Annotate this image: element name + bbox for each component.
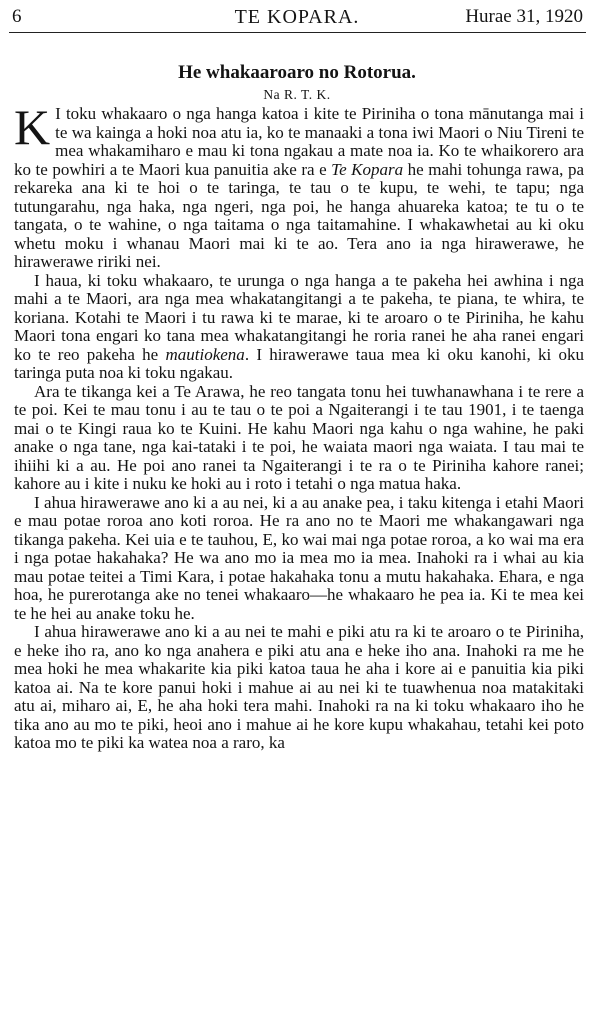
- article-title: He whakaaroaro no Rotorua.: [178, 62, 416, 83]
- paragraph-text: I haua, ki toku whakaaro, te urunga o nga hanga a te pakeha hei awhina i nga mahi a te Maori, ara nga mea whakatangitangi a te pakeha, te piana, te whira, te koriana. Kotahi te Maori i tu rawa ki te marae, ki te aroaro o te Piriniha, he kahu Maori tona engari ko tana mea whakatangitangi he roria ranei he aha ranei engari ko te reo pakeha he: [14, 270, 584, 364]
- paragraph: [14, 99, 584, 272]
- paragraph-text: . I hirawerawe taua mea ki oku kanohi, ki oku taringa puta noa ki toku ngakau.: [14, 344, 584, 382]
- publication-name: TE KOPARA.: [234, 6, 360, 28]
- paragraph-text: he mahi tohunga rawa, pa rekareka ana ki te hoi o te taringa, te tau o te kupu, te wehi, te tapu; nga tutungarahu, nga haka, nga ngeri, nga poi, he hanga ahuareka katoa; te tu o te tangata, o te wahine, o nga taitama o nga taitamahine. I whakawhetai au ki oku whetu moku i whanau Maori mai ki te ao. Tera ano ia nga hirawerawe, he hirawerawe ririki nei.: [14, 159, 584, 271]
- article-byline: Na R. T. K.: [263, 87, 331, 102]
- article-body: [7, 99, 587, 753]
- paragraph: I ahua hirawerawe ano ki a au nei, ki a au anake pea, i taku kitenga i etahi Maori e mau potae roroa ano koti roroa. He ra ano no te Maori me whakangawari nga tikanga pakeha. Kei uia e te tauhou, E, ko wai mai nga potae roroa, a ko wai ma era i nga potae hakahaka? He wa ano mo ia mea mo ia mea. Inahoki ra i whai au kia mau potae teitei a Timi Kara, i potae hakahaka tonu a mutu hakahaka. Ehara, e nga hoa, he purerotanga ake no tenei whakaaro—he whakaaro he pea ia. Ki te mea kei te he hei au anake toku he.: [14, 492, 584, 623]
- paragraph-text: I toku whakaaro o nga hanga katoa i kite te Piriniha o tona mānutanga mai i te wa kainga a hoki noa atu ia, ko te manaaki a tona iwi Maori o Niu Tireni te mea whakamiharo e mau ki tona ngakau a mate noa ia. Ko te whaikorero ara ko te powhiri a te Maori kua panuitia ake ra e: [14, 104, 584, 179]
- paragraph: [14, 272, 584, 383]
- page-number: 6: [12, 6, 22, 27]
- drop-cap: K: [14, 99, 51, 155]
- italic-word: mautiokena: [165, 344, 245, 364]
- paragraph: Ara te tikanga kei a Te Arawa, he reo tangata tonu hei tuwhanawhana i te rere a te poi. Kei te mau tonu i au te tau o te poi a Ngaiterangi i te tau 1901, i te taenga mai o te Kingi raua ko te Kuini. He kahu Maori nga kahu o nga wahine, he paki anake o nga tane, nga kai-tataki i te poi, he waiata maori nga waiata. I tau mai te ihiihi ki a au. He poi ano ranei ta Ngaiterangi i te ra o te Piriniha kahore ranei; kahore au i kite i nuku ke hoki au i roto i tetahi o nga matua haka.: [14, 381, 584, 493]
- header-rule: [9, 32, 586, 33]
- italic-title: Te Kopara: [331, 159, 404, 179]
- issue-date: Hurae 31, 1920: [465, 6, 583, 27]
- page-header: [7, 0, 587, 30]
- paragraph: I ahua hirawerawe ano ki a au nei te mahi e piki atu ra ki te aroaro o te Piriniha, e heke iho ra, ano ko nga anahera e piki atu ana e heke iho ana. Inahoki ra me he mea hoki he mea whakarite kia piki katoa taua he aha i kore ai e panuitia kia piki katoa ai. Na te kore panui hoki i mahue ai au nei ki te tuawhenua noa matakitaki atu ai, miharo ai, E, he aha hoki tera mahi. Inahoki ra na ki toku whakaaro iho he tika ano au mo te piki, heoi ano i mahue ai he kore kupu whakahau, tetahi kei poto katoa mo te piki ka watea noa a raro, ka: [14, 622, 584, 752]
